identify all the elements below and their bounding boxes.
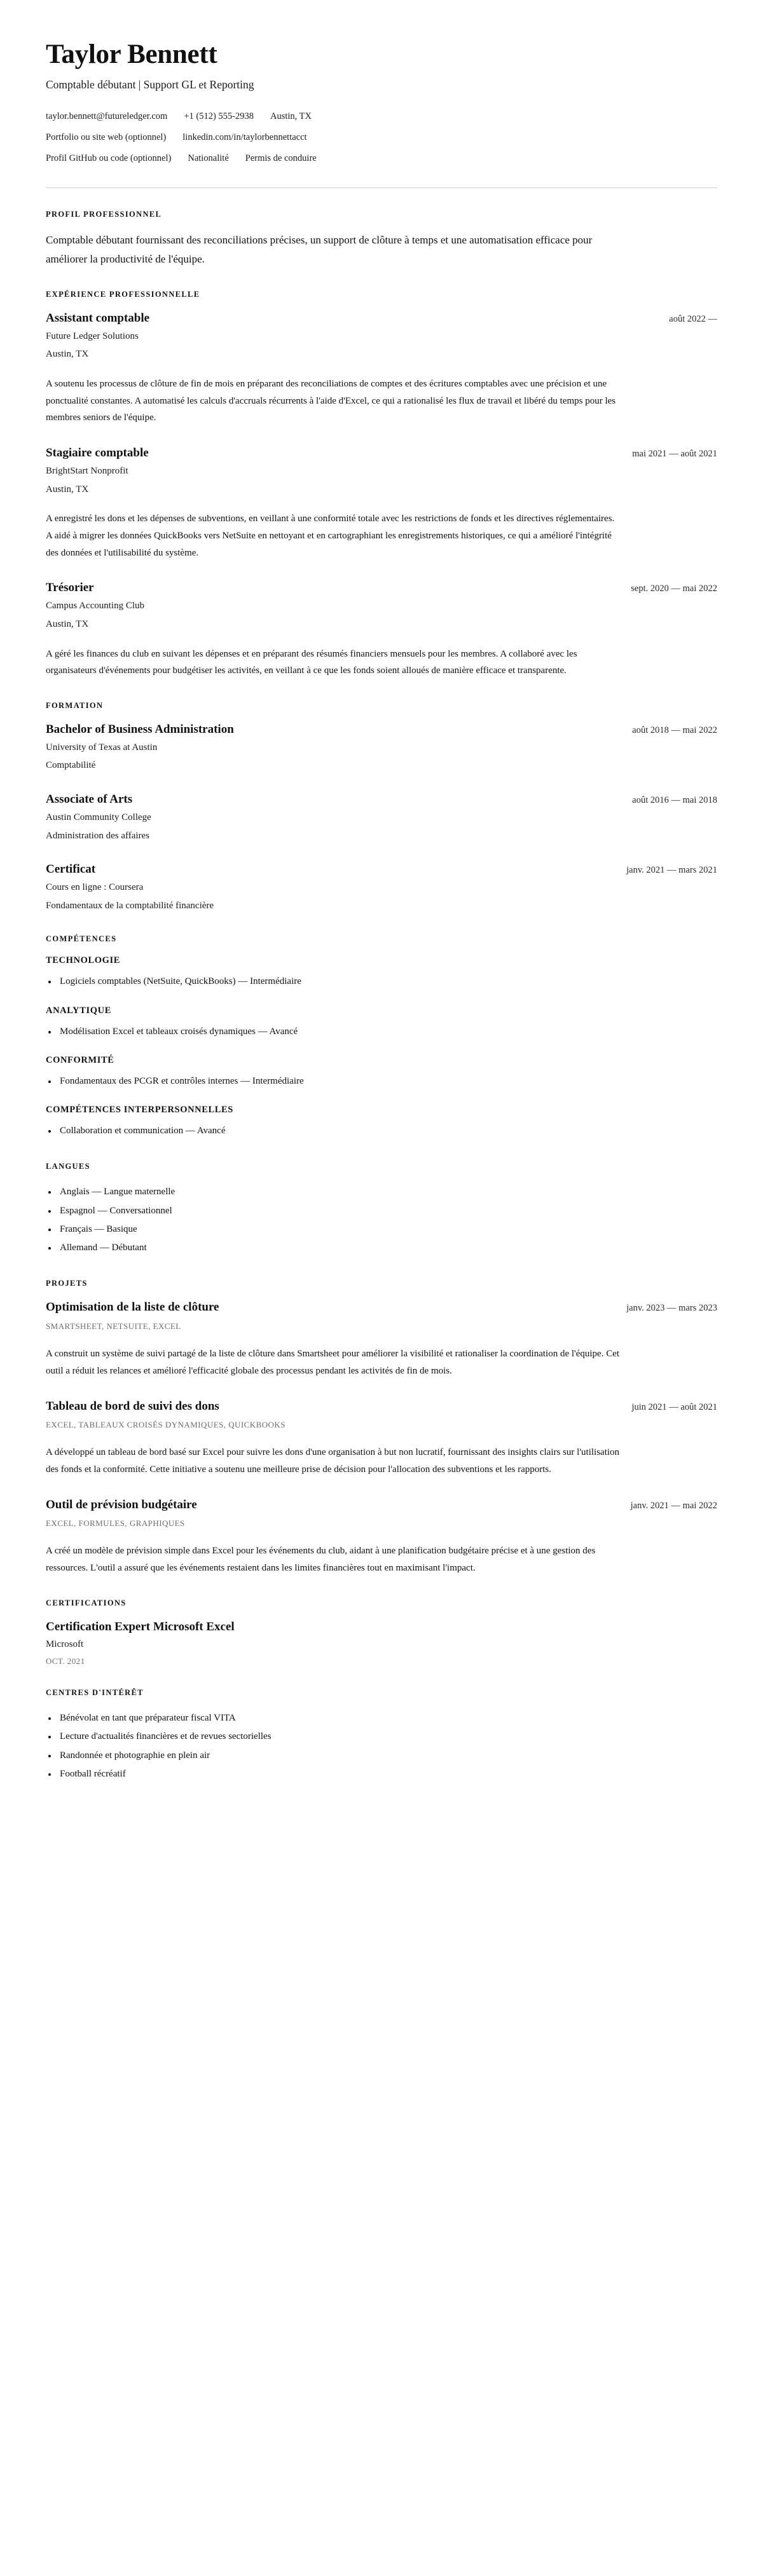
- experience-location: Austin, TX: [46, 618, 89, 629]
- certification-entry: [46, 1619, 717, 1666]
- interests-bullet-list: [46, 1709, 717, 1783]
- project-entry-head: [46, 1300, 717, 1316]
- education-field: Comptabilité: [46, 760, 96, 771]
- experience-role: Trésorier: [46, 581, 94, 595]
- education-school: University of Texas at Austin: [46, 742, 158, 753]
- experience-company: Campus Accounting Club: [46, 601, 144, 611]
- experience-company: BrightStart Nonprofit: [46, 465, 128, 476]
- education-list: [46, 722, 717, 913]
- skill-group: [46, 955, 717, 991]
- skill-bullet-list: [46, 972, 717, 991]
- experience-entry-head: [46, 311, 717, 327]
- experience-entry: [46, 311, 717, 426]
- education-date: août 2016 — mai 2018: [632, 795, 717, 806]
- projects-list: [46, 1300, 717, 1576]
- resume-header: [46, 39, 717, 166]
- language-item: Espagnol — Conversationnel: [46, 1202, 717, 1220]
- section-title-certifications: CERTIFICATIONS: [46, 1598, 127, 1607]
- education-field: Administration des affaires: [46, 830, 150, 841]
- contact-item[interactable]: Portfolio ou site web (optionnel): [46, 132, 167, 142]
- project-name: Outil de prévision budgétaire: [46, 1497, 197, 1511]
- project-entry: [46, 1300, 717, 1379]
- section-skills: [46, 934, 717, 1140]
- interest-item: Lecture d'actualités financières et de revues sectorielles: [46, 1728, 717, 1746]
- contact-item[interactable]: taylor.bennett@futureledger.com: [46, 111, 168, 121]
- section-title-profile: PROFIL PROFESSIONNEL: [46, 210, 162, 219]
- project-date: janv. 2021 — mai 2022: [630, 1500, 717, 1511]
- interest-item: Football récréatif: [46, 1765, 717, 1783]
- education-field: Fondamentaux de la comptabilité financière: [46, 900, 214, 911]
- project-entry-head: [46, 1497, 717, 1513]
- education-school: Cours en ligne : Coursera: [46, 882, 144, 892]
- experience-date: août 2022 —: [669, 313, 717, 324]
- experience-description: A soutenu les processus de clôture de fin de mois en préparant des reconciliations de comptes et des écritures comptables avec une précision et une ponctualité constantes. A automatisé les calculs d'accruals récurrents à l'aide d'Excel, ce qui a rationalisé les flux de travail et libéré du temps pour les membres seniors de l'équipe.: [46, 379, 616, 423]
- project-date: janv. 2023 — mars 2023: [626, 1303, 717, 1314]
- section-title-education: FORMATION: [46, 700, 104, 710]
- skills-list: [46, 955, 717, 1140]
- contact-row: [46, 151, 717, 166]
- interest-item: Randonnée et photographie en plein air: [46, 1747, 717, 1765]
- language-item: Anglais — Langue maternelle: [46, 1183, 717, 1201]
- education-entry: [46, 862, 717, 913]
- certification-date: OCT. 2021: [46, 1656, 85, 1666]
- project-entry: [46, 1399, 717, 1478]
- project-description: A développé un tableau de bord basé sur Excel pour suivre les dons d'une organisation à but non lucratif, fournissant des insights clairs sur l'utilisation des fonds et la conformité. Cette initiative a soutenu une meilleure prise de décision pour l'allocation des subventions et les rapports.: [46, 1447, 620, 1475]
- education-school: Austin Community College: [46, 812, 151, 822]
- section-title-skills: COMPÉTENCES: [46, 934, 117, 944]
- skill-group: [46, 1055, 717, 1091]
- candidate-name: Taylor Bennett: [46, 39, 217, 69]
- skill-group: [46, 1105, 717, 1140]
- section-languages: [46, 1162, 717, 1257]
- experience-entry: [46, 580, 717, 679]
- skill-item: Collaboration et communication — Avancé: [46, 1122, 717, 1140]
- language-item: Français — Basique: [46, 1220, 717, 1239]
- contact-row: [46, 130, 717, 145]
- candidate-headline: Comptable débutant | Support GL et Reporting: [46, 78, 254, 92]
- project-description: A créé un modèle de prévision simple dans Excel pour les événements du club, aidant à une planification budgétaire précise et à une gestion des ressources. L'outil a assuré que les événements restaient dans les limites financières tout en maximisant l'impact.: [46, 1546, 596, 1573]
- skill-category: CONFORMITÉ: [46, 1054, 114, 1065]
- experience-list: [46, 311, 717, 679]
- contact-row: [46, 109, 717, 124]
- contact-item[interactable]: +1 (512) 555-2938: [184, 111, 254, 121]
- section-title-languages: LANGUES: [46, 1162, 90, 1171]
- contact-item[interactable]: Austin, TX: [270, 111, 312, 121]
- experience-entry: [46, 446, 717, 561]
- profile-summary-text: Comptable débutant fournissant des reconciliations précises, un support de clôture à temps et une automatisation efficace pour améliorer la productivité de l'équipe.: [46, 234, 593, 265]
- project-tags: EXCEL, FORMULES, GRAPHIQUES: [46, 1518, 185, 1529]
- experience-entry-head: [46, 580, 717, 596]
- section-title-projects: PROJETS: [46, 1279, 88, 1288]
- experience-date: mai 2021 — août 2021: [632, 449, 717, 460]
- project-name: Optimisation de la liste de clôture: [46, 1300, 219, 1314]
- certification-issuer: Microsoft: [46, 1639, 84, 1650]
- project-entry-head: [46, 1399, 717, 1415]
- section-certifications: [46, 1598, 717, 1666]
- skill-category: COMPÉTENCES INTERPERSONNELLES: [46, 1105, 233, 1115]
- experience-location: Austin, TX: [46, 484, 89, 494]
- education-degree: Associate of Arts: [46, 793, 133, 807]
- skill-item: Modélisation Excel et tableaux croisés dynamiques — Avancé: [46, 1023, 717, 1041]
- certifications-list: [46, 1619, 717, 1666]
- section-title-experience: EXPÉRIENCE PROFESSIONNELLE: [46, 289, 200, 299]
- skill-item: Logiciels comptables (NetSuite, QuickBooks) — Intermédiaire: [46, 972, 717, 991]
- section-interests: [46, 1688, 717, 1783]
- education-entry: [46, 722, 717, 773]
- contact-block: [46, 109, 717, 167]
- project-entry: [46, 1497, 717, 1577]
- experience-date: sept. 2020 — mai 2022: [631, 583, 717, 594]
- skill-bullet-list: [46, 1122, 717, 1140]
- experience-role: Assistant comptable: [46, 311, 150, 325]
- education-date: janv. 2021 — mars 2021: [626, 865, 717, 876]
- section-profile: [46, 210, 717, 268]
- education-entry-head: [46, 862, 717, 878]
- section-education: [46, 701, 717, 913]
- experience-role: Stagiaire comptable: [46, 446, 149, 460]
- skill-group: [46, 1005, 717, 1041]
- project-tags: SMARTSHEET, NETSUITE, EXCEL: [46, 1321, 181, 1332]
- education-entry: [46, 792, 717, 843]
- project-tags: EXCEL, TABLEAUX CROISÉS DYNAMIQUES, QUICKBOOKS: [46, 1420, 285, 1430]
- education-entry-head: [46, 792, 717, 808]
- education-degree: Certificat: [46, 862, 96, 876]
- skill-bullet-list: [46, 1072, 717, 1091]
- education-entry-head: [46, 722, 717, 738]
- education-degree: Bachelor of Business Administration: [46, 722, 234, 736]
- contact-item[interactable]: Profil GitHub ou code (optionnel): [46, 153, 172, 164]
- section-title-interests: CENTRES D'INTÉRÊT: [46, 1688, 144, 1698]
- project-name: Tableau de bord de suivi des dons: [46, 1399, 219, 1413]
- languages-bullet-list: [46, 1183, 717, 1257]
- education-date: août 2018 — mai 2022: [632, 725, 717, 735]
- certification-name: Certification Expert Microsoft Excel: [46, 1619, 235, 1633]
- experience-company: Future Ledger Solutions: [46, 331, 139, 341]
- section-experience: [46, 290, 717, 679]
- contact-item[interactable]: Nationalité: [188, 153, 229, 164]
- contact-item[interactable]: Permis de conduire: [245, 153, 317, 164]
- section-projects: [46, 1279, 717, 1576]
- contact-item[interactable]: linkedin.com/in/taylorbennettacct: [182, 132, 307, 142]
- skill-category: TECHNOLOGIE: [46, 955, 120, 966]
- experience-entry-head: [46, 446, 717, 461]
- experience-description: A enregistré les dons et les dépenses de subventions, en veillant à une conformité totale avec les restrictions de fonds et les directives réglementaires. A aidé à migrer les données QuickBooks vers NetSuite en nettoyant et en cartographiant les enregistrements historiques, ce qui a amélioré l'intégrité des données et l'utilisabilité du système.: [46, 514, 615, 558]
- project-date: juin 2021 — août 2021: [631, 1401, 717, 1412]
- skill-item: Fondamentaux des PCGR et contrôles internes — Intermédiaire: [46, 1072, 717, 1091]
- experience-description: A géré les finances du club en suivant les dépenses et en préparant des résumés financiers mensuels pour les membres. A collaboré avec les organisateurs d'événements pour budgétiser les activités, en veillant à ce que les fonds soient alloués de manière efficace et transparente.: [46, 648, 577, 676]
- experience-location: Austin, TX: [46, 349, 89, 360]
- header-divider: [46, 187, 717, 188]
- interest-item: Bénévolat en tant que préparateur fiscal VITA: [46, 1709, 717, 1728]
- project-description: A construit un système de suivi partagé de la liste de clôture dans Smartsheet pour améliorer la visibilité et rationaliser la coordination de l'équipe. Cet outil a réduit les relances et amélioré l'efficacité globale des processus pendant les activités de fin de mois.: [46, 1349, 620, 1376]
- skill-category: ANALYTIQUE: [46, 1005, 111, 1016]
- skill-bullet-list: [46, 1023, 717, 1041]
- language-item: Allemand — Débutant: [46, 1239, 717, 1257]
